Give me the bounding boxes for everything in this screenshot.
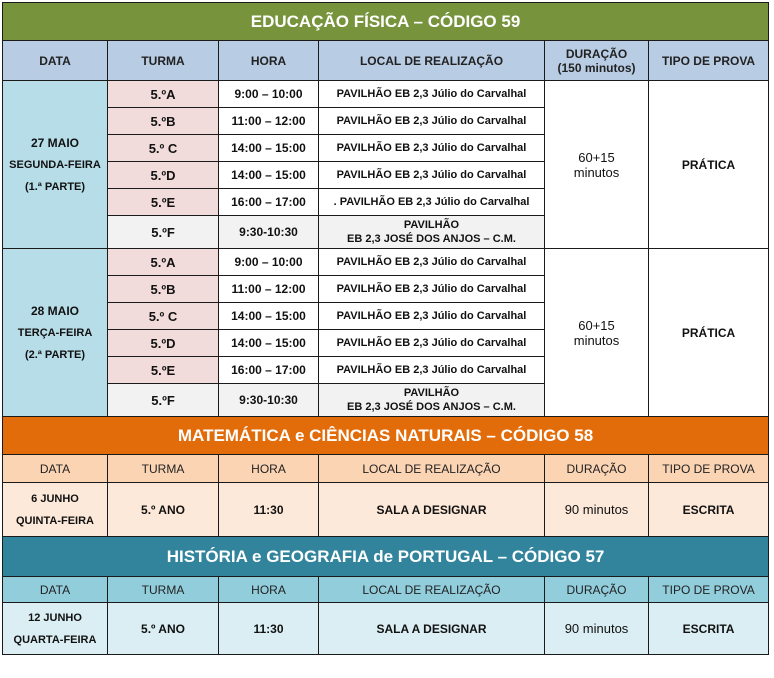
header-tipo: TIPO DE PROVA [649, 455, 769, 483]
local-cell: SALA A DESIGNAR [319, 603, 545, 655]
header-duracao-sub: (150 minutos) [557, 60, 636, 75]
schedule-table [2, 2, 769, 655]
weekday-day1: SEGUNDA-FEIRA [9, 158, 101, 171]
hora-cell: 11:30 [219, 603, 319, 655]
header-duracao: DURAÇÃO [545, 577, 649, 603]
hora-cell: 11:00 – 12:00 [219, 108, 319, 135]
duracao-cell-day2 [545, 249, 649, 417]
tipo-cell-day1: PRÁTICA [649, 81, 769, 249]
tipo-cell: ESCRITA [649, 603, 769, 655]
date-matematica: 6 JUNHO [31, 492, 79, 505]
hora-cell: 14:00 – 15:00 [219, 162, 319, 189]
turma-cell: 5.º ANO [108, 483, 219, 537]
header-turma: TURMA [108, 41, 219, 81]
header-hora: HORA [219, 455, 319, 483]
local-cell: PAVILHÃO EB 2,3 Júlio do Carvalhal [319, 249, 545, 276]
turma-cell: 5.ºE [108, 357, 219, 384]
hora-cell: 9:00 – 10:00 [219, 249, 319, 276]
duracao-day2-line1: 60+15 [578, 317, 615, 333]
section-title-historia: HISTÓRIA e GEOGRAFIA de PORTUGAL – CÓDIGO 57 [3, 537, 769, 577]
header-duracao-label: DURAÇÃO [565, 46, 628, 61]
weekday-historia: QUARTA-FEIRA [13, 633, 97, 646]
local-cell: PAVILHÃO EB 2,3 Júlio do Carvalhal [319, 357, 545, 384]
local-cell: PAVILHÃO EB 2,3 Júlio do Carvalhal [319, 162, 545, 189]
hora-cell: 11:00 – 12:00 [219, 276, 319, 303]
local-cell: PAVILHÃO EB 2,3 Júlio do Carvalhal [319, 303, 545, 330]
hora-cell: 14:00 – 15:00 [219, 135, 319, 162]
local-line1: PAVILHÃO [403, 219, 460, 231]
duracao-day2-line2: minutos [573, 332, 620, 348]
tipo-cell: ESCRITA [649, 483, 769, 537]
turma-cell: 5.º C [108, 135, 219, 162]
header-turma: TURMA [108, 577, 219, 603]
turma-cell: 5.ºA [108, 249, 219, 276]
header-data: DATA [3, 41, 108, 81]
header-hora: HORA [219, 41, 319, 81]
duracao-cell: 90 minutos [545, 603, 649, 655]
turma-cell: 5.º C [108, 303, 219, 330]
date-cell-matematica [3, 483, 108, 537]
date-cell-historia [3, 603, 108, 655]
date-historia: 12 JUNHO [28, 611, 82, 624]
section-title-matematica: MATEMÁTICA e CIÊNCIAS NATURAIS – CÓDIGO 58 [3, 417, 769, 455]
header-local: LOCAL DE REALIZAÇÃO [319, 455, 545, 483]
hora-cell: 14:00 – 15:00 [219, 330, 319, 357]
date-cell-day1 [3, 81, 108, 249]
part-day2: (2.ª PARTE) [24, 348, 86, 361]
local-cell [319, 384, 545, 417]
local-cell: SALA A DESIGNAR [319, 483, 545, 537]
header-duracao: DURAÇÃO [545, 455, 649, 483]
local-line1: PAVILHÃO [403, 387, 460, 399]
turma-cell: 5.º ANO [108, 603, 219, 655]
local-cell: PAVILHÃO EB 2,3 Júlio do Carvalhal [319, 276, 545, 303]
hora-cell: 9:30-10:30 [219, 384, 319, 417]
tipo-cell-day2: PRÁTICA [649, 249, 769, 417]
local-line2: EB 2,3 JOSÉ DOS ANJOS – C.M. [347, 233, 516, 245]
turma-cell: 5.ºE [108, 189, 219, 216]
hora-cell: 11:30 [219, 483, 319, 537]
local-cell: . PAVILHÃO EB 2,3 Júlio do Carvalhal [319, 189, 545, 216]
turma-cell: 5.ºB [108, 108, 219, 135]
weekday-matematica: QUINTA-FEIRA [15, 514, 94, 527]
hora-cell: 9:30-10:30 [219, 216, 319, 249]
local-line2: EB 2,3 JOSÉ DOS ANJOS – C.M. [347, 401, 516, 413]
hora-cell: 16:00 – 17:00 [219, 189, 319, 216]
part-day1: (1.ª PARTE) [24, 180, 86, 193]
header-local: LOCAL DE REALIZAÇÃO [319, 41, 545, 81]
header-tipo: TIPO DE PROVA [649, 577, 769, 603]
turma-cell: 5.ºD [108, 162, 219, 189]
weekday-day2: TERÇA-FEIRA [17, 326, 93, 339]
duracao-day1-line2: minutos [573, 164, 620, 180]
turma-cell: 5.ºB [108, 276, 219, 303]
header-local: LOCAL DE REALIZAÇÃO [319, 577, 545, 603]
date-cell-day2 [3, 249, 108, 417]
turma-cell: 5.ºA [108, 81, 219, 108]
section-title-educacao-fisica: EDUCAÇÃO FÍSICA – CÓDIGO 59 [3, 3, 769, 41]
hora-cell: 9:00 – 10:00 [219, 81, 319, 108]
duracao-cell: 90 minutos [545, 483, 649, 537]
hora-cell: 16:00 – 17:00 [219, 357, 319, 384]
turma-cell: 5.ºD [108, 330, 219, 357]
date-day2: 28 MAIO [30, 303, 79, 318]
local-cell: PAVILHÃO EB 2,3 Júlio do Carvalhal [319, 81, 545, 108]
hora-cell: 14:00 – 15:00 [219, 303, 319, 330]
turma-cell: 5.ºF [108, 216, 219, 249]
turma-cell: 5.ºF [108, 384, 219, 417]
header-tipo: TIPO DE PROVA [649, 41, 769, 81]
header-data: DATA [3, 455, 108, 483]
header-data: DATA [3, 577, 108, 603]
duracao-day1-line1: 60+15 [578, 149, 615, 165]
local-cell: PAVILHÃO EB 2,3 Júlio do Carvalhal [319, 330, 545, 357]
header-duracao [545, 41, 649, 81]
header-hora: HORA [219, 577, 319, 603]
date-day1: 27 MAIO [30, 135, 79, 150]
local-cell: PAVILHÃO EB 2,3 Júlio do Carvalhal [319, 135, 545, 162]
header-turma: TURMA [108, 455, 219, 483]
duracao-cell-day1 [545, 81, 649, 249]
exam-schedule [2, 2, 772, 674]
local-cell [319, 216, 545, 249]
local-cell: PAVILHÃO EB 2,3 Júlio do Carvalhal [319, 108, 545, 135]
